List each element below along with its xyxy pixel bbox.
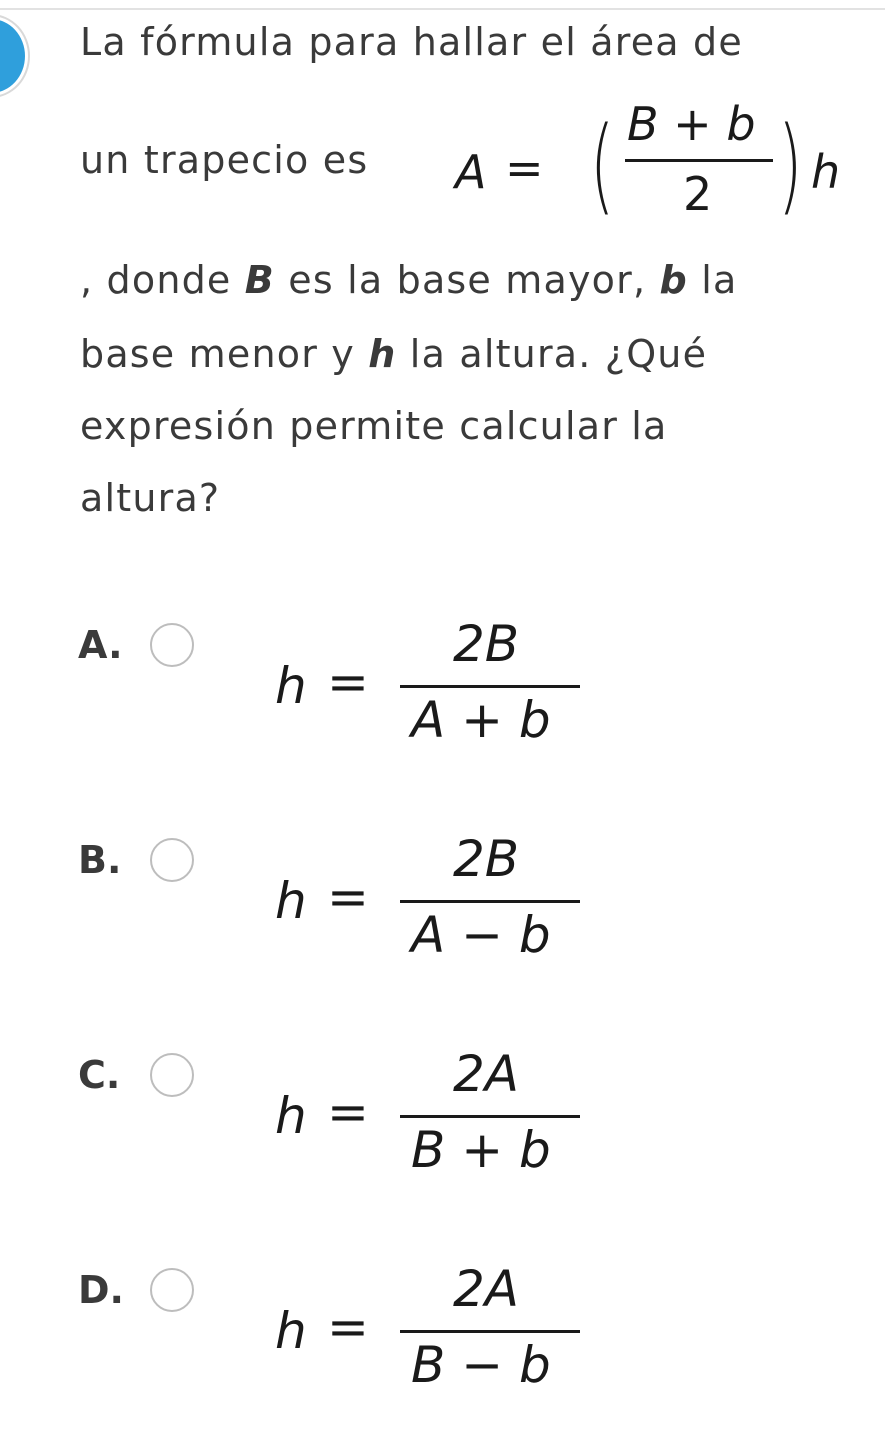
option-fraction-bar xyxy=(400,1330,580,1333)
option-equals: = xyxy=(327,1298,369,1356)
answer-option-c[interactable] xyxy=(0,1045,885,1205)
option-letter: B. xyxy=(78,838,122,882)
option-denominator-text: B − b xyxy=(411,1336,551,1394)
option-lhs: h xyxy=(275,1302,307,1360)
option-fraction-bar xyxy=(400,685,580,688)
question-text-line-4 xyxy=(80,332,707,376)
option-d-radio[interactable] xyxy=(150,1268,194,1312)
question-text-line-1: La fórmula para hallar el área de xyxy=(80,20,743,64)
q4-post: la altura. ¿Qué xyxy=(396,332,708,376)
option-numerator: 2A xyxy=(453,1260,520,1318)
option-fraction-bar xyxy=(400,1115,580,1118)
formula-numerator xyxy=(627,97,756,151)
option-denominator xyxy=(411,906,551,964)
q3-pre: , donde xyxy=(80,258,245,302)
option-equals: = xyxy=(327,653,369,711)
option-fraction-bar xyxy=(400,900,580,903)
answer-option-b[interactable] xyxy=(0,830,885,990)
question-text-line-6: altura? xyxy=(80,476,221,520)
formula-equals: = xyxy=(505,141,544,195)
option-letter: D. xyxy=(78,1268,124,1312)
answer-option-d[interactable] xyxy=(0,1260,885,1420)
option-denominator xyxy=(411,1121,551,1179)
question-text-line-5: expresión permite calcular la xyxy=(80,404,668,448)
formula-paren-right: ) xyxy=(778,104,803,226)
option-b-formula xyxy=(275,830,615,980)
question-marker-icon xyxy=(0,16,28,96)
option-letter: C. xyxy=(78,1053,121,1097)
option-c-formula xyxy=(275,1045,615,1195)
option-denominator-text: B + b xyxy=(411,1121,551,1179)
formula-lhs: A xyxy=(455,145,487,199)
option-denominator xyxy=(411,1336,551,1394)
option-d-formula xyxy=(275,1260,615,1410)
formula-paren-left: ( xyxy=(590,104,615,226)
option-numerator: 2A xyxy=(453,1045,520,1103)
var-B: B xyxy=(244,258,275,302)
q4-pre: base menor y xyxy=(80,332,369,376)
formula-denominator: 2 xyxy=(683,167,713,221)
question-text-line-2: un trapecio es xyxy=(80,138,369,182)
top-divider xyxy=(0,8,885,10)
option-a-formula xyxy=(275,615,615,765)
option-b-radio[interactable] xyxy=(150,838,194,882)
option-c-radio[interactable] xyxy=(150,1053,194,1097)
option-lhs: h xyxy=(275,1087,307,1145)
var-h: h xyxy=(368,332,397,376)
option-denominator-text: A + b xyxy=(411,691,551,749)
option-letter: A. xyxy=(78,623,123,667)
option-lhs: h xyxy=(275,657,307,715)
formula-fraction-bar xyxy=(625,159,773,162)
question-text-line-3 xyxy=(80,258,737,302)
trapezoid-area-formula xyxy=(455,95,875,235)
formula-factor: h xyxy=(811,145,841,199)
option-lhs: h xyxy=(275,872,307,930)
q3-post: la xyxy=(687,258,738,302)
option-denominator xyxy=(411,691,551,749)
option-equals: = xyxy=(327,868,369,926)
option-numerator: 2B xyxy=(453,615,520,673)
option-a-radio[interactable] xyxy=(150,623,194,667)
option-denominator-text: A − b xyxy=(411,906,551,964)
answer-option-a[interactable] xyxy=(0,615,885,775)
option-equals: = xyxy=(327,1083,369,1141)
q3-mid: es la base mayor, xyxy=(274,258,660,302)
option-numerator: 2B xyxy=(453,830,520,888)
formula-numerator-text: B + b xyxy=(627,97,756,151)
var-b: b xyxy=(659,258,688,302)
